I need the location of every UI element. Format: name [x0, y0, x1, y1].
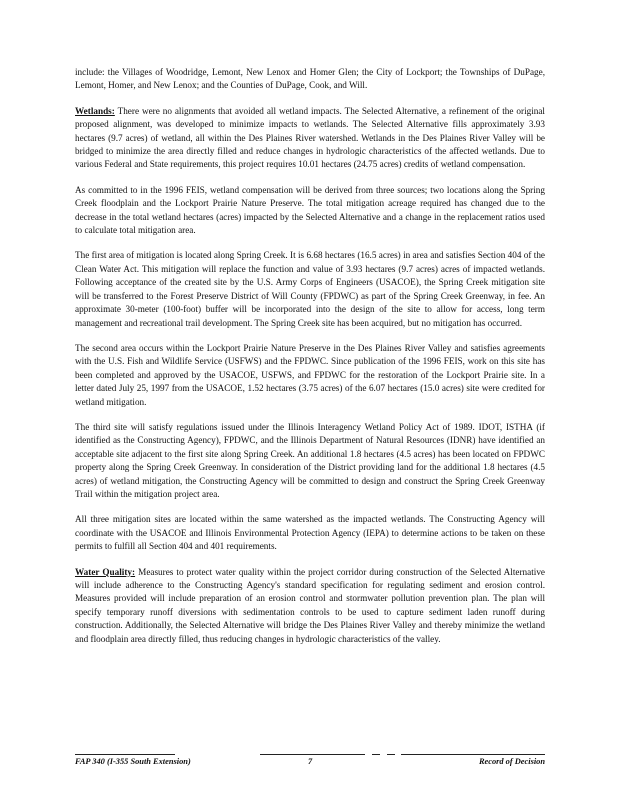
paragraph-text: The third site will satisfy regulations issued under the Illinois Interagency Wetland Policy Act of 1989. IDOT, ISTHA (if identified as the Constructing Agency), FPDWC, and the Illinois Department of Natural Resources (IDNR) have identified an acceptable site adjacent to the first site along Spring Creek. An additional 1.8 hectares (4.5 acres) has been located on FPDWC property along the Spring Creek Greenway. In consideration of the District providing land for the additional 1.8 hectares (4.5 acres) of wetland mitigation, the Constructing Agency will be committed to design and construct the Spring Creek Greenway Trail within the mitigation project area. — [75, 421, 545, 499]
footer-rule-dash-2 — [387, 754, 395, 755]
footer-rule-dash-1 — [372, 754, 380, 755]
document-body — [75, 66, 545, 658]
paragraph-text: The first area of mitigation is located along Spring Creek. It is 6.68 hectares (16.5 acres) in area and satisfies Section 404 of the Clean Water Act. This mitigation will replace the function and value of 3.93 hectares (9.7 acres) acres of impacted wetlands. Following acceptance of the created site by the U.S. Army Corps of Engineers (USACOE), the Spring Creek mitigation site will be transferred to the Forest Preserve District of Will County (FPDWC) as part of the Spring Creek Greenway, in fee. An approximate 30-meter (100-foot) buffer will be incorporated into the design of the site to allow for access, long term management and recreational trail development. The Spring Creek site has been acquired, but no mitigation has occurred. — [75, 250, 545, 328]
page-footer — [75, 754, 545, 770]
paragraph-text: There were no alignments that avoided all wetland impacts. The Selected Alternative, a refinement of the original proposed alignment, was developed to minimize impacts to wetlands. The Selected Alternative fills approximately 3.93 hectares (9.7 acres) of wetland, all within the Des Plaines River watershed. Wetlands in the Des Plaines River Valley will be bridged to minimize the area directly filled and reduce changes in hydrologic characteristics of the affected wetlands. Due to various Federal and State requirements, this project requires 10.01 hectares (24.75 acres) credits of wetland compensation. — [75, 105, 545, 170]
paragraph-text: include: the Villages of Woodridge, Lemont, New Lenox and Homer Glen; the City of Lockport; the Townships of DuPage, Lemont, Homer, and New Lenox; and the Counties of DuPage, Cook, and Will. — [75, 67, 545, 91]
paragraph-second-mitigation-area — [75, 342, 545, 409]
paragraph-first-mitigation-area — [75, 249, 545, 329]
footer-project-title: FAP 340 (I-355 South Extension) — [75, 757, 191, 766]
paragraph-compensation-sources — [75, 184, 545, 238]
footer-rule-right — [401, 754, 545, 755]
paragraph-text: All three mitigation sites are located within the same watershed as the impacted wetlands. The Constructing Agency will coordinate with the USACOE and Illinois Environmental Protection Agency (IEPA) to determine actions to be taken on these permits to fulfill all Section 404 and 401 requirements. — [75, 514, 545, 552]
paragraph-text: The second area occurs within the Lockport Prairie Nature Preserve in the Des Plaines River Valley and satisfies agreements with the U.S. Fish and Wildlife Service (USFWS) and the FPDWC. Since publication of the 1996 FEIS, work on this site has been completed and approved by the USACOE, USFWS, and FPDWC for the restoration of the Lockport Prairie site. In a letter dated July 25, 1997 from the USACOE, 1.52 hectares (3.75 acres) of the 6.07 hectares (15.0 acres) site were credited for wetland mitigation. — [75, 342, 545, 407]
footer-rule-left — [75, 754, 175, 755]
paragraph-text: Measures to protect water quality within the project corridor during construction of the Selected Alternative will include adherence to the Constructing Agency's standard specification for regulating sediment and erosion control. Measures provided will include preparation of an erosion control and stormwater pollution prevention plan. The plan will specify temporary runoff diversions with sedimentation controls to be used to capture sediment laden runoff during construction. Additionally, the Selected Alternative will bridge the Des Plaines River Valley and thereby minimize the wetland and floodplain area directly filled, thus reducing changes in hydrologic characteristics of the valley. — [75, 566, 545, 644]
paragraph-watershed-coordination — [75, 513, 545, 553]
paragraph-water-quality — [75, 566, 545, 646]
paragraph-text: As committed to in the 1996 FEIS, wetland compensation will be derived from three sources; two locations along the Spring Creek floodplain and the Lockport Prairie Nature Preserve. The total mitigation acreage required has changed due to the decrease in the total wetland hectares (acres) impacted by the Selected Alternative and a change in the replacement ratios used to calculate total mitigation area. — [75, 184, 545, 236]
footer-rule-center — [260, 754, 365, 755]
section-heading-wetlands: Wetlands: — [75, 105, 115, 116]
paragraph-third-mitigation-site — [75, 421, 545, 501]
paragraph-jurisdictions — [75, 66, 545, 93]
footer-document-title: Record of Decision — [478, 757, 545, 766]
paragraph-wetlands — [75, 105, 545, 172]
footer-page-number: 7 — [308, 757, 313, 766]
section-heading-water-quality: Water Quality: — [75, 566, 136, 577]
